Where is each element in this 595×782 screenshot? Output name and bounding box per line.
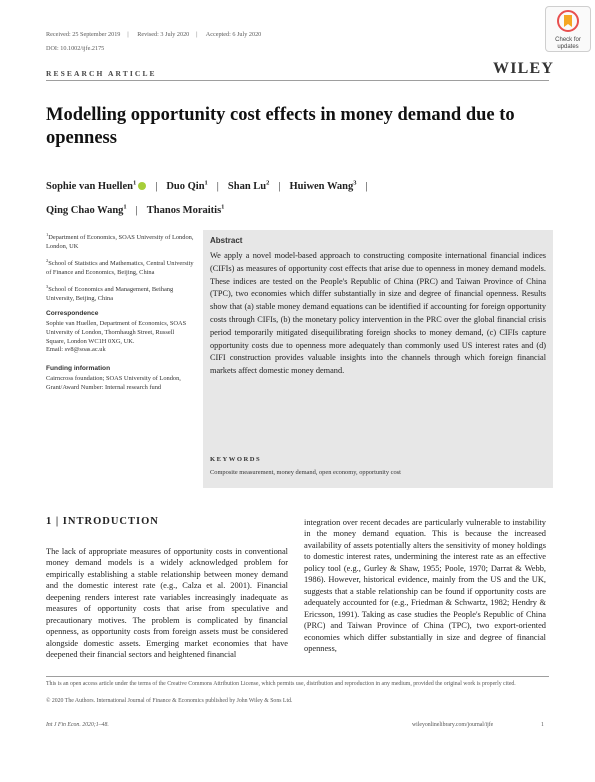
- author[interactable]: Duo Qin$^1$: [166, 179, 208, 192]
- article-type: RESEARCH ARTICLE: [46, 69, 157, 78]
- abstract-heading: Abstract: [210, 236, 243, 245]
- intro-column-2: integration over recent decades are particularly vulnerable to instability in the money demand equation. This is because the increased availability of assets potentially alters the sensitivity of money holdings to domestic interest rates, undermining the interest rate as an effective policy tool (e.g., Gurley & Shaw, 1955; Poole, 1970; Darrat & Webb, 1986). However, historical evidence, mainly from the US and the UK, suggests that a stable relationship can be found if opportunity costs are adequately accounted for (e.g., Friedman & Schwartz, 1982; Hendry & Ericsson, 1991). Taking as case studies the People's Republic of China (PRC) and Taiwan Province of China (TPC), two export-oriented economies which differ substantially in size and degree of financial openness,: [304, 518, 546, 653]
- author[interactable]: Qing Chao Wang$^1$: [46, 203, 127, 216]
- received-date: Received: 25 September 2019: [46, 31, 121, 38]
- author[interactable]: Thanos Moraitis$^1$: [146, 203, 225, 216]
- badge-line2: updates: [557, 44, 579, 50]
- correspondence-email[interactable]: Email: sv8@soas.ac.uk: [46, 346, 106, 354]
- affiliation: $^1$Department of Economics, SOAS University of London, London, UK: [46, 232, 194, 251]
- author[interactable]: Sophie van Huellen$^1$: [46, 181, 146, 192]
- article-title: Modelling opportunity cost effects in money demand due to openness: [46, 105, 515, 148]
- author[interactable]: Huiwen Wang$^3$: [289, 179, 357, 192]
- correspondence-text: Sophie van Huellen, Department of Economics, SOAS University of London, Thornhaugh Street, Russell Square, London WC1H 0XG, UK.: [46, 319, 187, 345]
- affiliation: $^3$School of Economics and Management, Beihang University, Beijing, China: [46, 283, 174, 302]
- journal-citation: Int J Fin Econ. 2020;1–48.: [46, 722, 109, 728]
- intro-column-1: The lack of appropriate measures of opportunity costs in conventional money demand models is a widely acknowledged problem for empirically establishing a stable relationship between money demand and the domestic interest rate (e.g., Calza et al. 2001). Financial deepening renders interest rate variables increasingly inadequate as measures of opportunity costs that arise from speculative and precautionary motives. The problem is complicated by financial openness, as opportunity costs from foreign assets must be considered alongside domestic assets. Emerging market economies that have deepened their financial sectors and heightened financial: [46, 547, 288, 660]
- accepted-date: Accepted: 6 July 2020: [205, 31, 262, 38]
- correspondence-heading: Correspondence: [46, 309, 99, 317]
- badge-line1: Check for: [555, 37, 581, 43]
- author-list: Sophie van Huellen$^1$ | Duo Qin$^1$ | Shan Lu$^2$ | Huiwen Wang$^3$ | Qing Chao Wang$^1$ | Thanos Moraitis$^1$: [46, 179, 368, 216]
- abstract-text: We apply a novel model-based approach to constructing composite international financial indices (CIFIs) as measures of opportunity cost effects that arise due to openness in money demand models. These indices are tested on the People's Republic of China (PRC) and Taiwan Province of China (TPC), two economies which differ substantially in size and degree of financial openness. Results show that (a) stable money demand equations can be identified if accounting for foreign opportunity costs through CIFIs, (b) the monetary policy intervention in the PRC over the global financial crisis period temporarily mitigated disequilibrating foreign shocks to money demand, (c) CIFIs capture opportunity costs due to openness more adequately than commonly used US interest rates and (d) CIFI construction provides valuable insights into the channels through which foreign financial markets affect domestic money demand.: [210, 251, 546, 376]
- orcid-icon[interactable]: [138, 182, 146, 190]
- publisher-logo: WILEY: [493, 60, 555, 77]
- revised-date: Revised: 3 July 2020: [137, 31, 190, 38]
- doi[interactable]: DOI: 10.1002/ijfe.2175: [46, 45, 105, 52]
- funding-heading: Funding information: [46, 365, 111, 373]
- bookmark-icon: [557, 10, 579, 32]
- copyright-note: © 2020 The Authors. International Journal of Finance & Economics published by John Wiley & Sons Ltd.: [46, 698, 293, 704]
- page-number: 1: [541, 722, 544, 728]
- header-divider: [46, 80, 549, 81]
- keywords-heading: KEYWORDS: [210, 456, 262, 463]
- article-dates: Received: 25 September 2019 | Revised: 3 July 2020 | Accepted: 6 July 2020: [46, 31, 262, 38]
- abstract-box: [203, 230, 553, 488]
- footer-divider: [46, 676, 549, 677]
- affiliations-column: [46, 231, 194, 393]
- funding-text: Cairncross foundation; SOAS University of London, Grant/Award Number: Internal research fund: [46, 375, 181, 392]
- journal-url[interactable]: wileyonlinelibrary.com/journal/ijfe: [412, 722, 494, 728]
- author[interactable]: Shan Lu$^2$: [227, 179, 270, 192]
- check-for-updates-badge[interactable]: [545, 6, 591, 52]
- license-note: This is an open access article under the terms of the Creative Commons Attribution License, which permits use, distribution and reproduction in any medium, provided the original work is properly cited.: [46, 681, 516, 687]
- section-heading-introduction: 1 | INTRODUCTION: [46, 516, 159, 527]
- affiliation: $^2$School of Statistics and Mathematics, Central University of Finance and Economics, Beijing, China: [46, 257, 194, 276]
- keywords: Composite measurement, money demand, open economy, opportunity cost: [210, 469, 401, 476]
